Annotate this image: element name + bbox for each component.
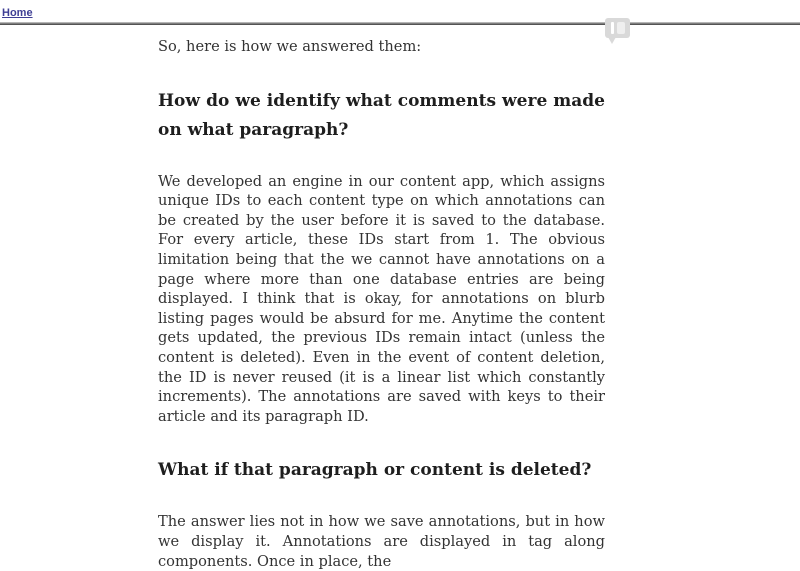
- comment-bubble-glyph-icon: [617, 22, 625, 34]
- section-paragraph-engine: We developed an engine in our content app, which assigns unique IDs to each content type on which annotations can be created by the user before it is saved to the database. For every article, these IDs start from 1. The obvious limitation being that the we cannot have annotations on a page where more than one database entries are being displayed. I think that is okay, for annotations on blurb listing pages would be absurd for me. Anytime the content gets updated, the previous IDs remain intact (unless the content is deleted). Even in the event of content deletion, the ID is never reused (it is a linear list which constantly increments). The annotations are saved with keys to their article and its paragraph ID.: [158, 172, 605, 425]
- section-heading-identify-comments: How do we identify what comments were made on what paragraph?: [158, 90, 605, 140]
- section-heading-deleted-content: What if that paragraph or content is deleted?: [158, 460, 592, 481]
- home-link[interactable]: Home: [2, 7, 33, 19]
- top-divider: [0, 22, 800, 25]
- article-body: [158, 37, 605, 571]
- speech-bubble-tail-icon: [608, 37, 616, 44]
- top-nav-bar: [0, 0, 800, 21]
- annotation-count-badge[interactable]: [605, 18, 630, 38]
- comment-bubble-icon: [611, 22, 614, 34]
- intro-paragraph: So, here is how we answered them:: [158, 38, 422, 55]
- section-paragraph-display: The answer lies not in how we save annotations, but in how we display it. Annotations are displayed in tag along components. Once in place, the: [158, 513, 605, 570]
